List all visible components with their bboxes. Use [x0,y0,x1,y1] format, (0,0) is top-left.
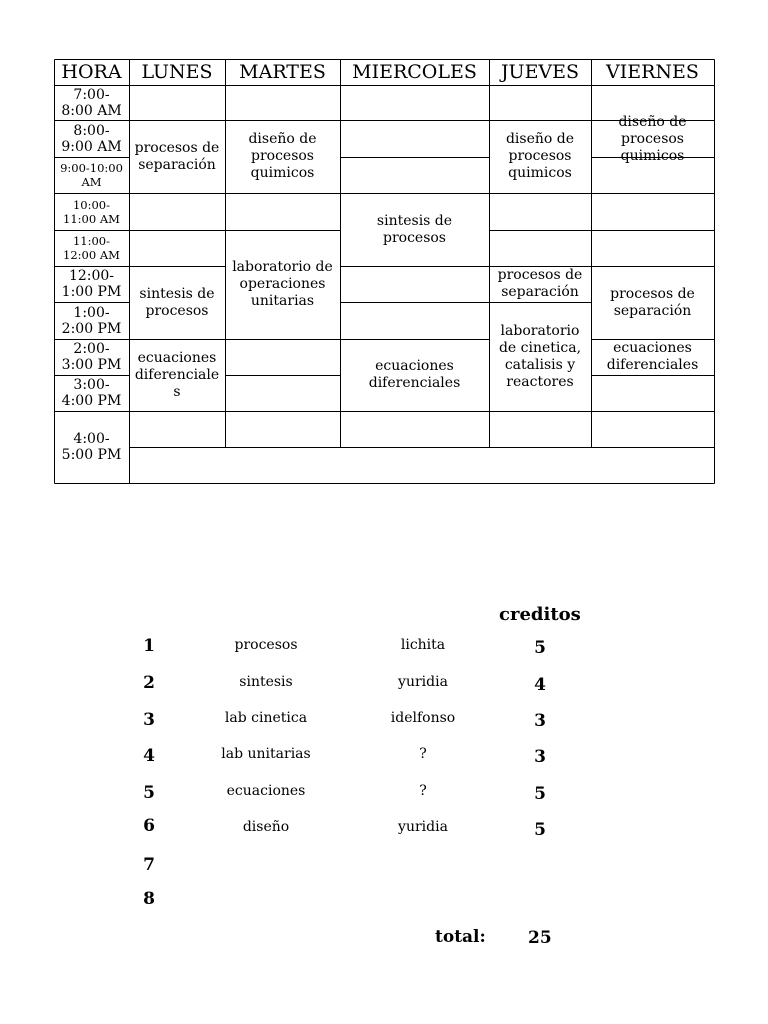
hour-1pm: 1:00- 2:00 PM [61,304,122,337]
class-lunes-procesos-separacion: procesos de separación [134,139,220,173]
credit-row-credits: 3 [534,747,546,767]
hour-9am: 9:00-10:00 AM [60,161,123,189]
credit-row-number: 5 [143,783,155,803]
class-martes-diseno-procesos: diseño de procesos quimicos [248,131,317,181]
header-miercoles: MIERCOLES [352,61,477,83]
credit-row-number: 1 [143,636,155,656]
credit-row-teacher: yuridia [398,674,448,690]
header-hora: HORA [61,61,122,83]
credit-row-number: 3 [143,710,155,730]
hour-11am: 11:00- 12:00 AM [63,234,120,262]
class-miercoles-ecuaciones: ecuaciones diferenciales [368,358,461,391]
credit-row-subject: procesos [234,637,298,653]
credit-row-number: 6 [143,816,155,836]
hour-10am: 10:00- 11:00 AM [63,197,120,226]
class-jueves-procesos-separacion: procesos de separación [497,267,583,300]
credit-row-teacher: ? [419,746,427,762]
credit-row-subject: diseño [242,819,290,835]
hour-2pm: 2:00- 3:00 PM [61,341,122,373]
credit-row-teacher: ? [419,783,427,799]
class-viernes-procesos-separacion: procesos de separación [610,285,695,319]
class-jueves-diseno-procesos: diseño de procesos quimicos [505,131,575,181]
header-viernes: VIERNES [606,61,699,83]
credit-row-credits: 5 [534,784,546,804]
hour-12pm: 12:00- 1:00 PM [61,268,122,300]
credit-row-number: 8 [143,889,155,909]
credit-row-credits: 4 [534,675,546,695]
credit-row-subject: lab unitarias [221,746,311,762]
credit-row-number: 7 [143,855,155,875]
class-jueves-laboratorio-cinetica: laboratorio de cinetica, catalisis y reactores [498,322,582,390]
credits-header: creditos [499,604,581,625]
header-martes: MARTES [239,61,326,83]
credit-row-teacher: idelfonso [390,710,456,726]
hour-4pm: 4:00- 5:00 PM [61,431,122,463]
header-lunes: LUNES [141,61,213,83]
class-lunes-sintesis-procesos: sintesis de procesos [139,285,215,319]
total-label: total: [435,927,486,947]
hour-3pm: 3:00- 4:00 PM [61,377,122,409]
class-martes-laboratorio-operaciones: laboratorio de operaciones unitarias [232,259,333,309]
header-jueves: JUEVES [500,61,580,83]
credit-row-teacher: yuridia [398,819,448,835]
credit-row-number: 4 [143,746,155,766]
class-viernes-ecuaciones: ecuaciones diferenciales [606,340,699,373]
credit-row-teacher: lichita [400,637,446,653]
hour-7am: 7:00- 8:00 AM [61,86,122,119]
credit-row-subject: lab cinetica [224,710,308,726]
credit-row-subject: sintesis [239,674,293,690]
credit-row-credits: 5 [534,638,546,658]
credit-row-subject: ecuaciones [226,783,306,799]
credit-row-credits: 5 [534,820,546,840]
class-lunes-ecuaciones: ecuaciones diferenciale s [134,349,220,400]
total-value: 25 [528,928,552,948]
credit-row-credits: 3 [534,711,546,731]
hour-8am: 8:00- 9:00 AM [61,122,122,155]
class-viernes-diseno-procesos: diseño de procesos quimicos [618,114,687,164]
class-miercoles-sintesis-procesos: sintesis de procesos [376,212,453,246]
credit-row-number: 2 [143,673,155,693]
